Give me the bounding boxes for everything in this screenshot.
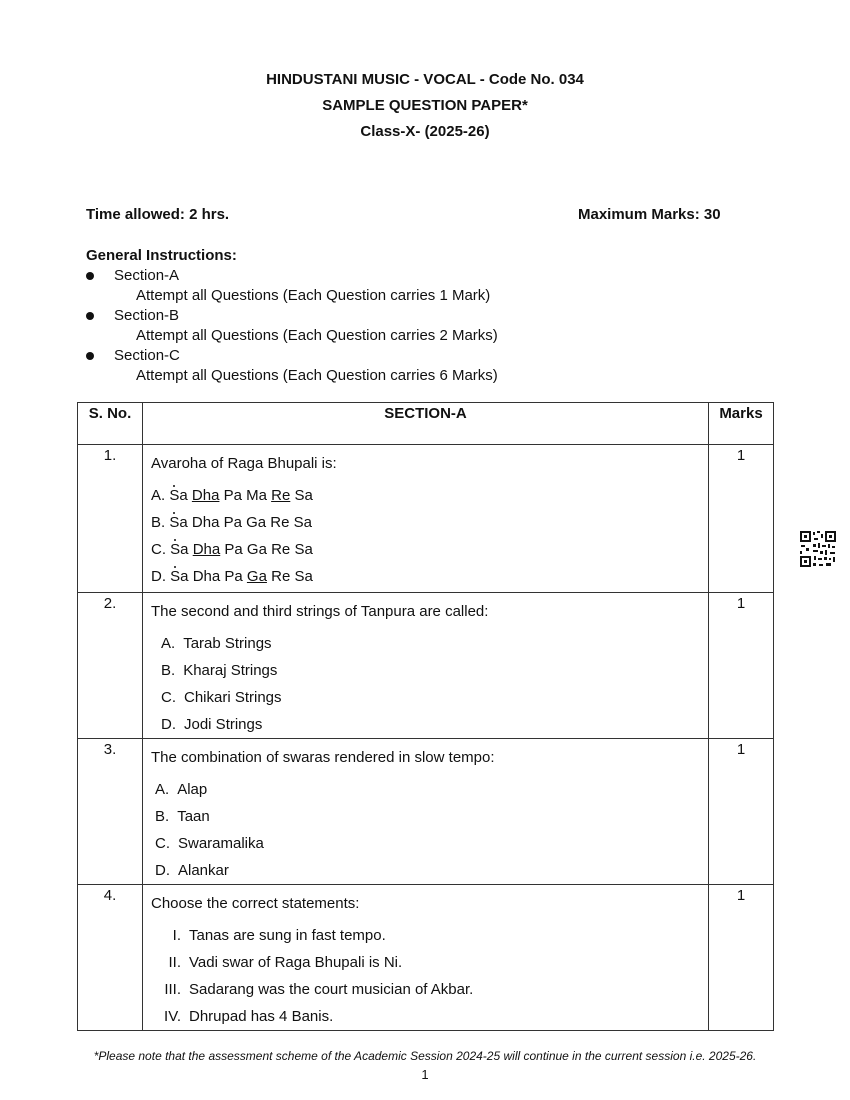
- option-text: Kharaj Strings: [183, 662, 278, 679]
- option-text: Vadi swar of Raga Bhupali is Ni.: [189, 954, 403, 971]
- swara-upper-octave: Sa: [170, 568, 189, 585]
- table-row: [78, 885, 774, 1031]
- header-marks: Marks: [709, 403, 774, 445]
- footnote: *Please note that the assessment scheme of the Academic Session 2024-25 will continue in the current session i.e. 2025-26.: [93, 1049, 757, 1063]
- option: [151, 509, 700, 536]
- header-section: SECTION-A: [143, 403, 709, 445]
- option: [151, 657, 700, 684]
- page-number: 1: [421, 1067, 429, 1082]
- general-instructions-list: [86, 266, 498, 386]
- option-label: B.: [155, 808, 170, 825]
- question-number: 3.: [78, 739, 143, 885]
- question-text: The combination of swaras rendered in slow tempo:: [151, 749, 495, 766]
- option: [151, 630, 700, 657]
- time-allowed: Time allowed: 2 hrs.: [86, 206, 230, 223]
- option-text: Dhrupad has 4 Banis.: [189, 1008, 334, 1025]
- question-number: 4.: [78, 885, 143, 1031]
- swara-text: Re Sa: [271, 568, 313, 585]
- instruction-item: [86, 266, 498, 306]
- question-text: Choose the correct statements:: [151, 895, 360, 912]
- table-header-row: [78, 403, 774, 445]
- option-label: IV.: [164, 1008, 181, 1025]
- option-label: A.: [155, 781, 170, 798]
- option-label: D.: [155, 862, 170, 879]
- option-label: I.: [172, 927, 181, 944]
- option-label: B.: [151, 514, 166, 531]
- question-marks: 1: [709, 593, 774, 739]
- question-marks: 1: [709, 739, 774, 885]
- question-body: [143, 885, 709, 1031]
- question-table: [77, 402, 774, 1031]
- option-label: D.: [161, 716, 176, 733]
- swara-text: Dha Pa: [192, 568, 243, 585]
- option-label: A.: [161, 635, 176, 652]
- option-label: III.: [164, 981, 181, 998]
- option-label: C.: [155, 835, 170, 852]
- question-text: Avaroha of Raga Bhupali is:: [151, 455, 337, 472]
- question-number: 1.: [78, 445, 143, 593]
- swara-text: Pa Ma: [223, 487, 267, 504]
- swara-komal: Dha: [192, 541, 221, 558]
- general-instructions-title: General Instructions:: [86, 247, 237, 264]
- option-label: C.: [151, 541, 166, 558]
- table-row: [78, 593, 774, 739]
- qr-code-icon: [799, 530, 837, 568]
- option: [151, 711, 700, 738]
- instruction-desc: Attempt all Questions (Each Question carries 2 Marks): [136, 327, 498, 344]
- swara-text: Dha Pa Ga Re Sa: [191, 514, 312, 531]
- option: [151, 922, 700, 949]
- option: [151, 563, 700, 590]
- instruction-desc: Attempt all Questions (Each Question carries 1 Mark): [136, 287, 491, 304]
- question-marks: 1: [709, 885, 774, 1031]
- header-sno: S. No.: [78, 403, 143, 445]
- maximum-marks: Maximum Marks: 30: [578, 206, 721, 223]
- option: [151, 949, 700, 976]
- option: [151, 976, 700, 1003]
- option: [151, 482, 700, 509]
- option: [151, 684, 700, 711]
- option: [151, 776, 700, 803]
- question-body: [143, 739, 709, 885]
- option-text: Chikari Strings: [184, 689, 282, 706]
- instruction-section: Section-C: [86, 346, 498, 366]
- table-row: [78, 739, 774, 885]
- option-text: Alankar: [178, 862, 229, 879]
- option-label: D.: [151, 568, 166, 585]
- swara-komal: Dha: [191, 487, 220, 504]
- option-text: Tanas are sung in fast tempo.: [189, 927, 386, 944]
- table-row: [78, 445, 774, 593]
- option-text: Tarab Strings: [183, 635, 272, 652]
- option-label: C.: [161, 689, 176, 706]
- question-number: 2.: [78, 593, 143, 739]
- option: [151, 536, 700, 563]
- option: [151, 1003, 700, 1030]
- swara-komal: Re: [271, 487, 291, 504]
- class-label: Class-X- (2025-26): [360, 123, 490, 140]
- option: [151, 857, 700, 884]
- swara-komal: Ga: [246, 568, 267, 585]
- instruction-item: [86, 306, 498, 346]
- question-marks: 1: [709, 445, 774, 593]
- option-text: Alap: [177, 781, 208, 798]
- question-text: The second and third strings of Tanpura are called:: [151, 603, 489, 620]
- option-label: II.: [168, 954, 181, 971]
- swara-upper-octave: Sa: [170, 541, 189, 558]
- instruction-section: Section-B: [86, 306, 498, 326]
- option: [151, 803, 700, 830]
- paper-subtitle: SAMPLE QUESTION PAPER*: [322, 97, 528, 114]
- option-text: Swaramalika: [178, 835, 264, 852]
- swara-upper-octave: Sa: [169, 514, 188, 531]
- question-body: [143, 445, 709, 593]
- instruction-item: [86, 346, 498, 386]
- option: [151, 830, 700, 857]
- option-text: Jodi Strings: [184, 716, 263, 733]
- option-label: A.: [151, 487, 166, 504]
- swara-text: Sa: [294, 487, 313, 504]
- option-label: B.: [161, 662, 176, 679]
- instruction-section: Section-A: [86, 266, 498, 286]
- option-text: Sadarang was the court musician of Akbar.: [189, 981, 474, 998]
- swara-upper-octave: Sa: [169, 487, 188, 504]
- question-body: [143, 593, 709, 739]
- paper-title: HINDUSTANI MUSIC - VOCAL - Code No. 034: [266, 71, 584, 88]
- option-text: Taan: [177, 808, 210, 825]
- swara-text: Pa Ga Re Sa: [224, 541, 313, 558]
- instruction-desc: Attempt all Questions (Each Question carries 6 Marks): [136, 367, 498, 384]
